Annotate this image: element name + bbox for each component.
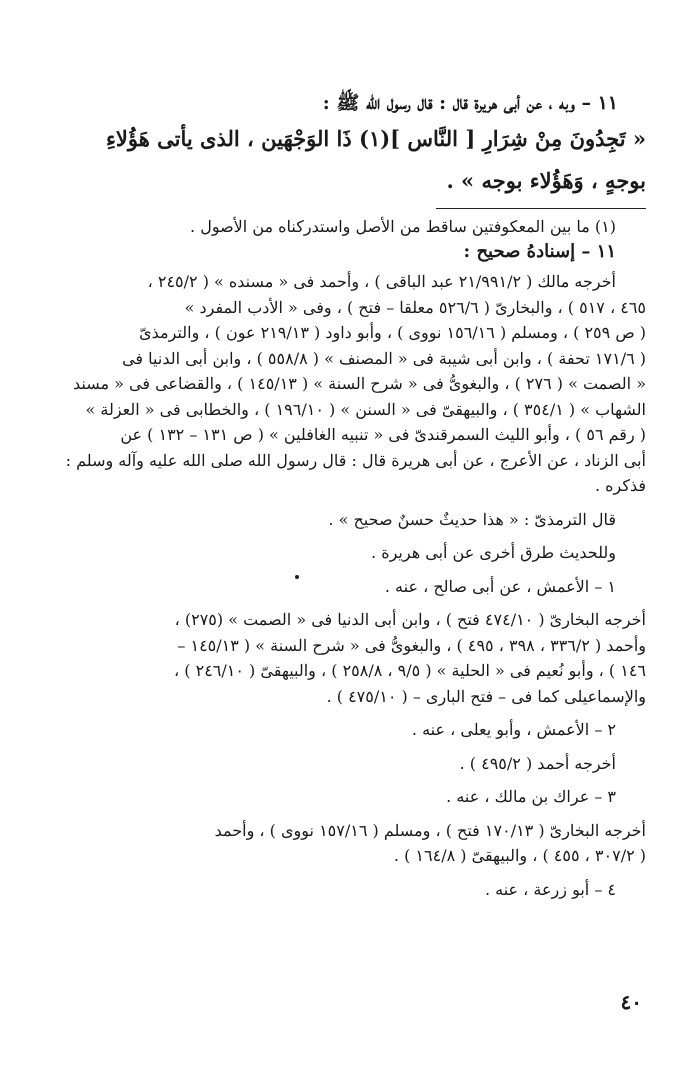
other-routes-note: وللحديث طرق أخرى عن أبى هريرة .: [371, 543, 616, 562]
takhrij-line: أبى الزناد ، عن الأعرج ، عن أبى هريرة قال : قال رسول الله صلى الله عليه وآله وسلم :: [65, 450, 646, 470]
takhrij-line: فذكره .: [594, 476, 646, 495]
footnote: (١) ما بين المعكوفتين ساقط من الأصل واستدركناه من الأصول .: [190, 217, 616, 236]
route-title: ٢ – الأعمش ، وأبو يعلى ، عنه .: [411, 720, 616, 739]
route-title: ٤ – أبو زرعة ، عنه .: [484, 879, 616, 899]
route-line: أخرجه البخارىّ ( ١٧٠/١٣ فتح ) ، ومسلم ( ١٥٧/١٦ نووى ) ، وأحمد: [214, 820, 646, 840]
takhrij-line: أخرجه مالك ( ٢١/٩٩١/٢ عبد الباقى ) ، وأحمد فى « مسنده » ( ٢٤٥/٢ ،: [147, 272, 616, 291]
takhrij-line: ( ١٧١/٦ تحفة ) ، وابن أبى شيبة فى « المصنف » ( ٥٥٨/٨ ) ، وابن أبى الدنيا فى: [122, 348, 646, 368]
takhrij-line: الشهاب » ( ٣٥٤/١ ) ، والبيهقىّ فى « السنن » ( ١٩٦/١٠ ) ، والخطابى فى « العزلة »: [85, 399, 646, 419]
hadith-intro: ١١ – وبه ، عن أبى هريرة قال : قال رسول الله ﷺ :: [322, 92, 618, 114]
page-number: ٤٠: [620, 990, 642, 1014]
hadith-text-line: « تَجِدُونَ مِنْ شِرَارِ [ النَّاس ](١) ذَا الوَجْهَين ، الذى يأتى هَؤُلاءِ: [106, 126, 646, 151]
route-title: ١ – الأعمش ، عن أبى صالح ، عنه .: [384, 576, 616, 596]
takhrij-line: ( ص ٢٥٩ ) ، ومسلم ( ١٥٦/١٦ نووى ) ، وأبو داود ( ٢١٩/١٣ عون ) ، والترمذىّ: [139, 323, 646, 342]
route-line: أخرجه أحمد ( ٤٩٥/٢ ) .: [459, 753, 616, 773]
stray-mark: [295, 575, 299, 579]
route-line: أخرجه البخارىّ ( ٤٧٤/١٠ فتح ) ، وابن أبى الدنيا فى « الصمت » (٢٧٥) ،: [174, 610, 646, 629]
tirmidhi-verdict: قال الترمذىّ : « هذا حديثٌ حسنٌ صحيح » .: [328, 509, 616, 529]
route-title: ٣ – عراك بن مالك ، عنه .: [446, 787, 616, 806]
takhrij-line: ٤٦٥ ، ٥١٧ ) ، والبخارىّ ( ٥٢٦/٦ معلقا – فتح ) ، وفى « الأدب المفرد »: [184, 297, 646, 317]
footnote-divider: [436, 208, 646, 209]
route-line: والإسماعيلى كما فى – فتح البارى – ( ٤٧٥/١٠ ) .: [326, 686, 646, 706]
takhrij-line: ( رقم ٥٦ ) ، وأبو الليث السمرقندىّ فى « تنبيه الغافلين » ( ص ١٣١ – ١٣٢ ) عن: [120, 425, 646, 444]
hadith-text-line: بوجهٍ ، وَهَؤُلاء بوجه » .: [446, 168, 646, 193]
takhrij-line: « الصمت » ( ٢٧٦ ) ، والبغوىُّ فى « شرح السنة » ( ١٤٥/١٣ ) ، والقضاعى فى « مسند: [72, 374, 646, 393]
route-line: ( ٣٠٧/٢ ، ٤٥٥ ) ، والبيهقىّ ( ١٦٤/٨ ) .: [393, 846, 646, 865]
page-content: [38, 88, 646, 902]
route-line: ١٤٦ ) ، وأبو نُعيم فى « الحلية » ( ٩/٥ ، ٢٥٨/٨ ) ، والبيهقىّ ( ٢٤٦/١٠ ) ،: [174, 661, 646, 680]
isnad-heading: ١١ – إسنادهُ صحيح :: [463, 241, 616, 262]
route-line: وأحمد ( ٣٣٦/٢ ، ٣٩٨ ، ٤٩٥ ) ، والبغوىُّ فى « شرح السنة » ( ١٤٥/١٣ –: [177, 635, 646, 655]
